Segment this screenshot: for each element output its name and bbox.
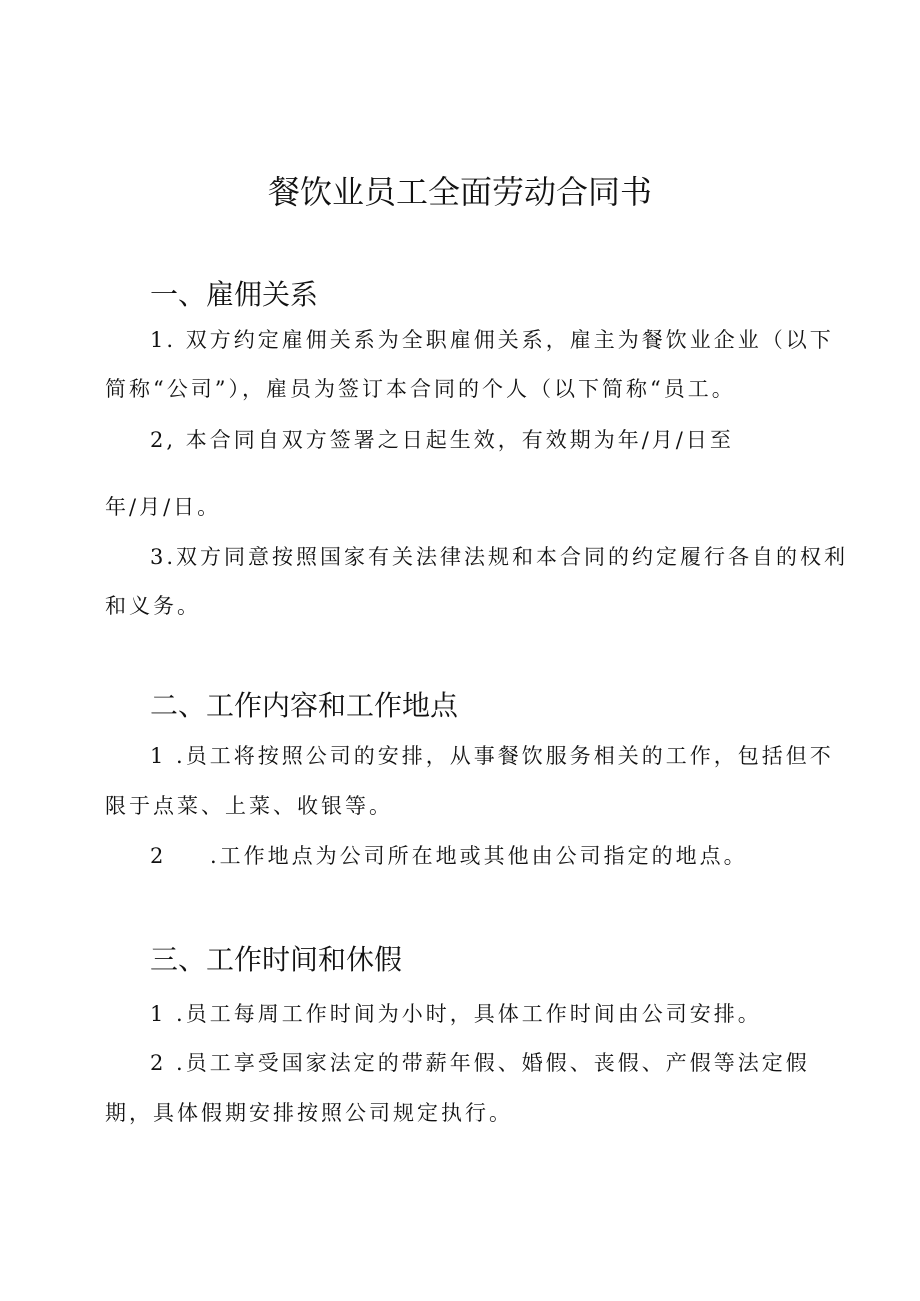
paragraph-line: 3.双方同意按照国家有关法律法规和本合同的约定履行各自的权利 xyxy=(150,545,849,569)
paragraph-line: 期，具体假期安排按照公司规定执行。 xyxy=(105,1101,513,1125)
paragraph-line: 2, 本合同自双方签署之日起生效，有效期为年/月/日至 xyxy=(150,428,734,452)
paragraph-line: 1. 双方约定雇佣关系为全职雇佣关系，雇主为餐饮业企业（以下 xyxy=(150,328,834,352)
paragraph-number: 2 xyxy=(150,844,167,868)
paragraph-line: 2 .员工享受国家法定的带薪年假、婚假、丧假、产假等法定假 xyxy=(150,1051,810,1075)
section-heading-work-content: 二、工作内容和工作地点 xyxy=(150,689,459,722)
paragraph-line: 和义务。 xyxy=(105,594,201,618)
paragraph-line: 限于点菜、上菜、收银等。 xyxy=(105,794,393,818)
paragraph-line: 年/月/日。 xyxy=(105,495,222,519)
paragraph-line: .工作地点为公司所在地或其他由公司指定的地点。 xyxy=(210,844,748,868)
document-title: 餐饮业员工全面劳动合同书 xyxy=(267,173,652,211)
section-heading-employment: 一、雇佣关系 xyxy=(150,278,319,311)
paragraph-line: 简称“公司”），雇员为签订本合同的个人（以下简称“员工。 xyxy=(105,377,736,401)
paragraph-line: 1 .员工将按照公司的安排，从事餐饮服务相关的工作，包括但不 xyxy=(150,744,834,768)
paragraph-line: 1 .员工每周工作时间为小时，具体工作时间由公司安排。 xyxy=(150,1002,762,1026)
section-heading-work-hours: 三、工作时间和休假 xyxy=(150,943,403,976)
